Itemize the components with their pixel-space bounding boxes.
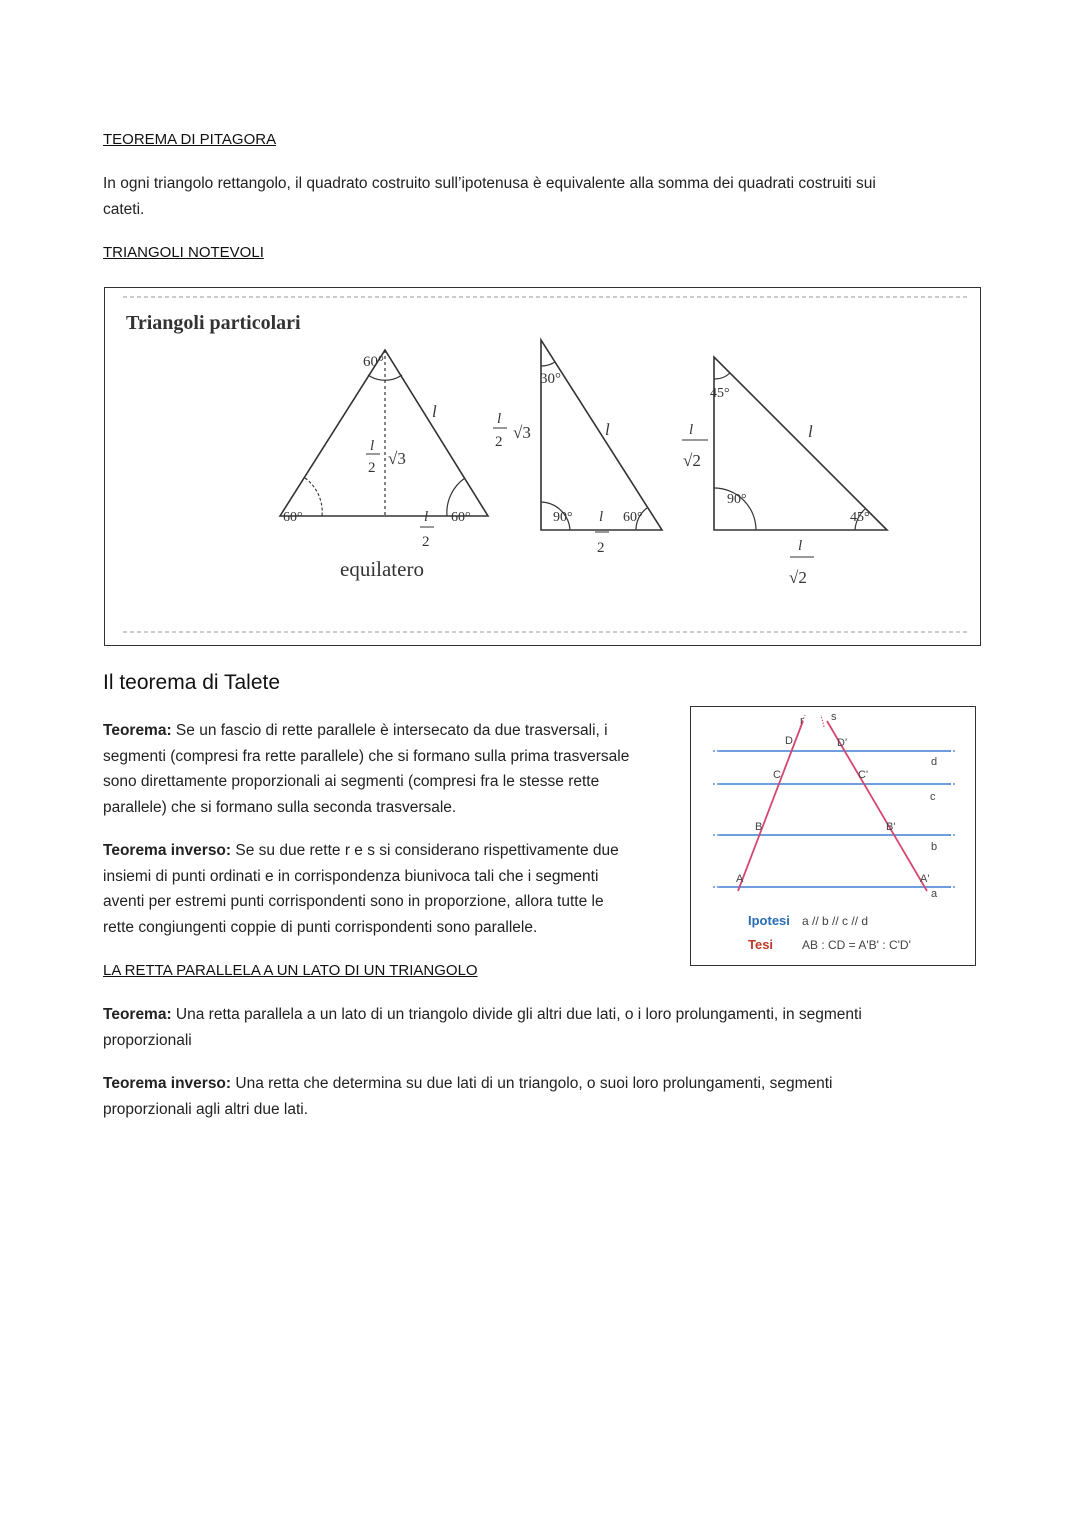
talete-inverse-line1: Se su due rette r e s si considerano rispettivamente due xyxy=(231,842,619,859)
triangles-figure xyxy=(104,287,981,646)
label-B: B xyxy=(755,821,763,833)
t45-hyp-l: l xyxy=(808,422,813,441)
label-r: r xyxy=(800,715,804,727)
talete-theorem-line3: sono direttamente proporzionali ai segmenti (compresi fra le stesse rette xyxy=(103,773,600,790)
t30-cat-sqrt3: √3 xyxy=(513,423,531,442)
eq-half-base-num: l xyxy=(424,509,429,525)
label-d: d xyxy=(931,756,938,768)
eq-height-num: l xyxy=(370,438,375,454)
triangle-45-45-90 xyxy=(682,357,887,587)
talete-theorem-line4: parallele) che si formano sulla seconda trasversale. xyxy=(103,798,457,816)
triangle-30-60-90 xyxy=(493,340,662,556)
triangles-svg xyxy=(105,288,979,644)
label-D1: D' xyxy=(837,737,848,749)
t30-hyp-l: l xyxy=(605,420,610,439)
pitagora-heading: TEOREMA DI PITAGORA xyxy=(103,131,277,148)
retta-theorem-line2: proporzionali xyxy=(103,1031,192,1049)
label-c: c xyxy=(930,791,936,803)
label-B1: B' xyxy=(886,821,896,833)
talete-heading: Il teorema di Talete xyxy=(103,671,281,694)
label-b: b xyxy=(931,841,938,853)
retta-inverse-label: Teorema inverso: xyxy=(103,1075,232,1092)
t30-base-den: 2 xyxy=(597,540,605,556)
retta-parallela-inverse xyxy=(103,1071,983,1122)
eq-left-angle: 60° xyxy=(283,510,303,525)
retta-theorem-label: Teorema: xyxy=(103,1006,172,1023)
eq-half-base-den: 2 xyxy=(422,534,430,550)
talete-inverse-line2: insiemi di punti ordinati e in corrispondenza biunivoca tali che i segmenti xyxy=(103,867,599,885)
t30-bottom-angle: 60° xyxy=(623,510,643,525)
ipotesi-label: Ipotesi xyxy=(748,913,790,928)
equilateral-triangle xyxy=(280,350,488,581)
label-C: C xyxy=(773,769,781,781)
label-D: D xyxy=(785,735,793,747)
talete-theorem-line2: segmenti (compresi fra rette parallele) che si formano sulla prima trasversale xyxy=(103,747,630,765)
eq-side-l: l xyxy=(432,402,437,421)
thales-figure xyxy=(690,706,976,966)
talete-inverse-line3: aventi per estremi punti corrispondenti sono in proporzione, allora tutte le xyxy=(103,893,604,910)
t30-cat-num: l xyxy=(497,411,502,427)
t30-right-angle: 90° xyxy=(553,510,573,525)
t30-base-num: l xyxy=(599,509,604,525)
pitagora-text-line2: cateti. xyxy=(103,200,145,218)
t45-cat-sqrt2: √2 xyxy=(683,451,701,470)
eq-right-angle: 60° xyxy=(451,510,471,525)
eq-height-den: 2 xyxy=(368,460,376,476)
parallel-lines xyxy=(719,751,951,887)
label-A1: A' xyxy=(920,873,930,885)
pitagora-text-line1: In ogni triangolo rettangolo, il quadrato costruito sull’ipotenusa è equivalente alla somma dei quadrati costruiti sui xyxy=(103,175,876,192)
talete-inverse xyxy=(103,838,683,940)
retta-inverse-line1: Una retta che determina su due lati di un triangolo, o suoi loro prolungamenti, segmenti xyxy=(231,1075,833,1092)
talete-inverse-label: Teorema inverso: xyxy=(103,842,232,859)
figure-title: Triangoli particolari xyxy=(126,312,301,334)
t45-cat-num: l xyxy=(689,422,694,438)
tesi-text: AB : CD = A'B' : C'D' xyxy=(802,938,911,952)
t45-base-num: l xyxy=(798,538,803,554)
t30-top-angle: 30° xyxy=(540,371,561,387)
t45-right-angle: 90° xyxy=(727,492,747,507)
tesi-label: Tesi xyxy=(748,937,774,952)
t45-top-angle: 45° xyxy=(710,386,730,401)
notevoli-heading: TRIANGOLI NOTEVOLI xyxy=(103,244,264,261)
label-s: s xyxy=(831,711,837,723)
talete-theorem xyxy=(103,718,683,820)
eq-top-angle: 60° xyxy=(363,354,384,370)
t30-cat-den: 2 xyxy=(495,434,503,450)
ipotesi-text: a // b // c // d xyxy=(802,914,869,928)
transversal-lines xyxy=(738,721,930,891)
retta-theorem-line1: Una retta parallela a un lato di un triangolo divide gli altri due lati, o i loro prolungamenti, in segmenti xyxy=(171,1006,862,1023)
pitagora-text xyxy=(103,171,983,222)
retta-parallela-heading: LA RETTA PARALLELA A UN LATO DI UN TRIANGOLO xyxy=(103,962,478,979)
talete-inverse-line4: rette congiungenti coppie di punti corrispondenti sono parallele. xyxy=(103,918,538,936)
thales-svg xyxy=(691,707,974,964)
label-C1: C' xyxy=(858,769,869,781)
talete-theorem-label: Teorema: xyxy=(103,722,172,739)
label-a: a xyxy=(931,888,938,900)
retta-parallela-theorem xyxy=(103,1002,983,1053)
t45-base-sqrt2: √2 xyxy=(789,568,807,587)
talete-theorem-line1: Se un fascio di rette parallele è intersecato da due trasversali, i xyxy=(171,722,608,739)
t45-bottom-angle: 45° xyxy=(850,510,870,525)
label-A: A xyxy=(736,873,744,885)
eq-height-sqrt3: √3 xyxy=(388,449,406,468)
retta-inverse-line2: proporzionali agli altri due lati. xyxy=(103,1100,309,1118)
equilateral-caption: equilatero xyxy=(340,557,424,581)
